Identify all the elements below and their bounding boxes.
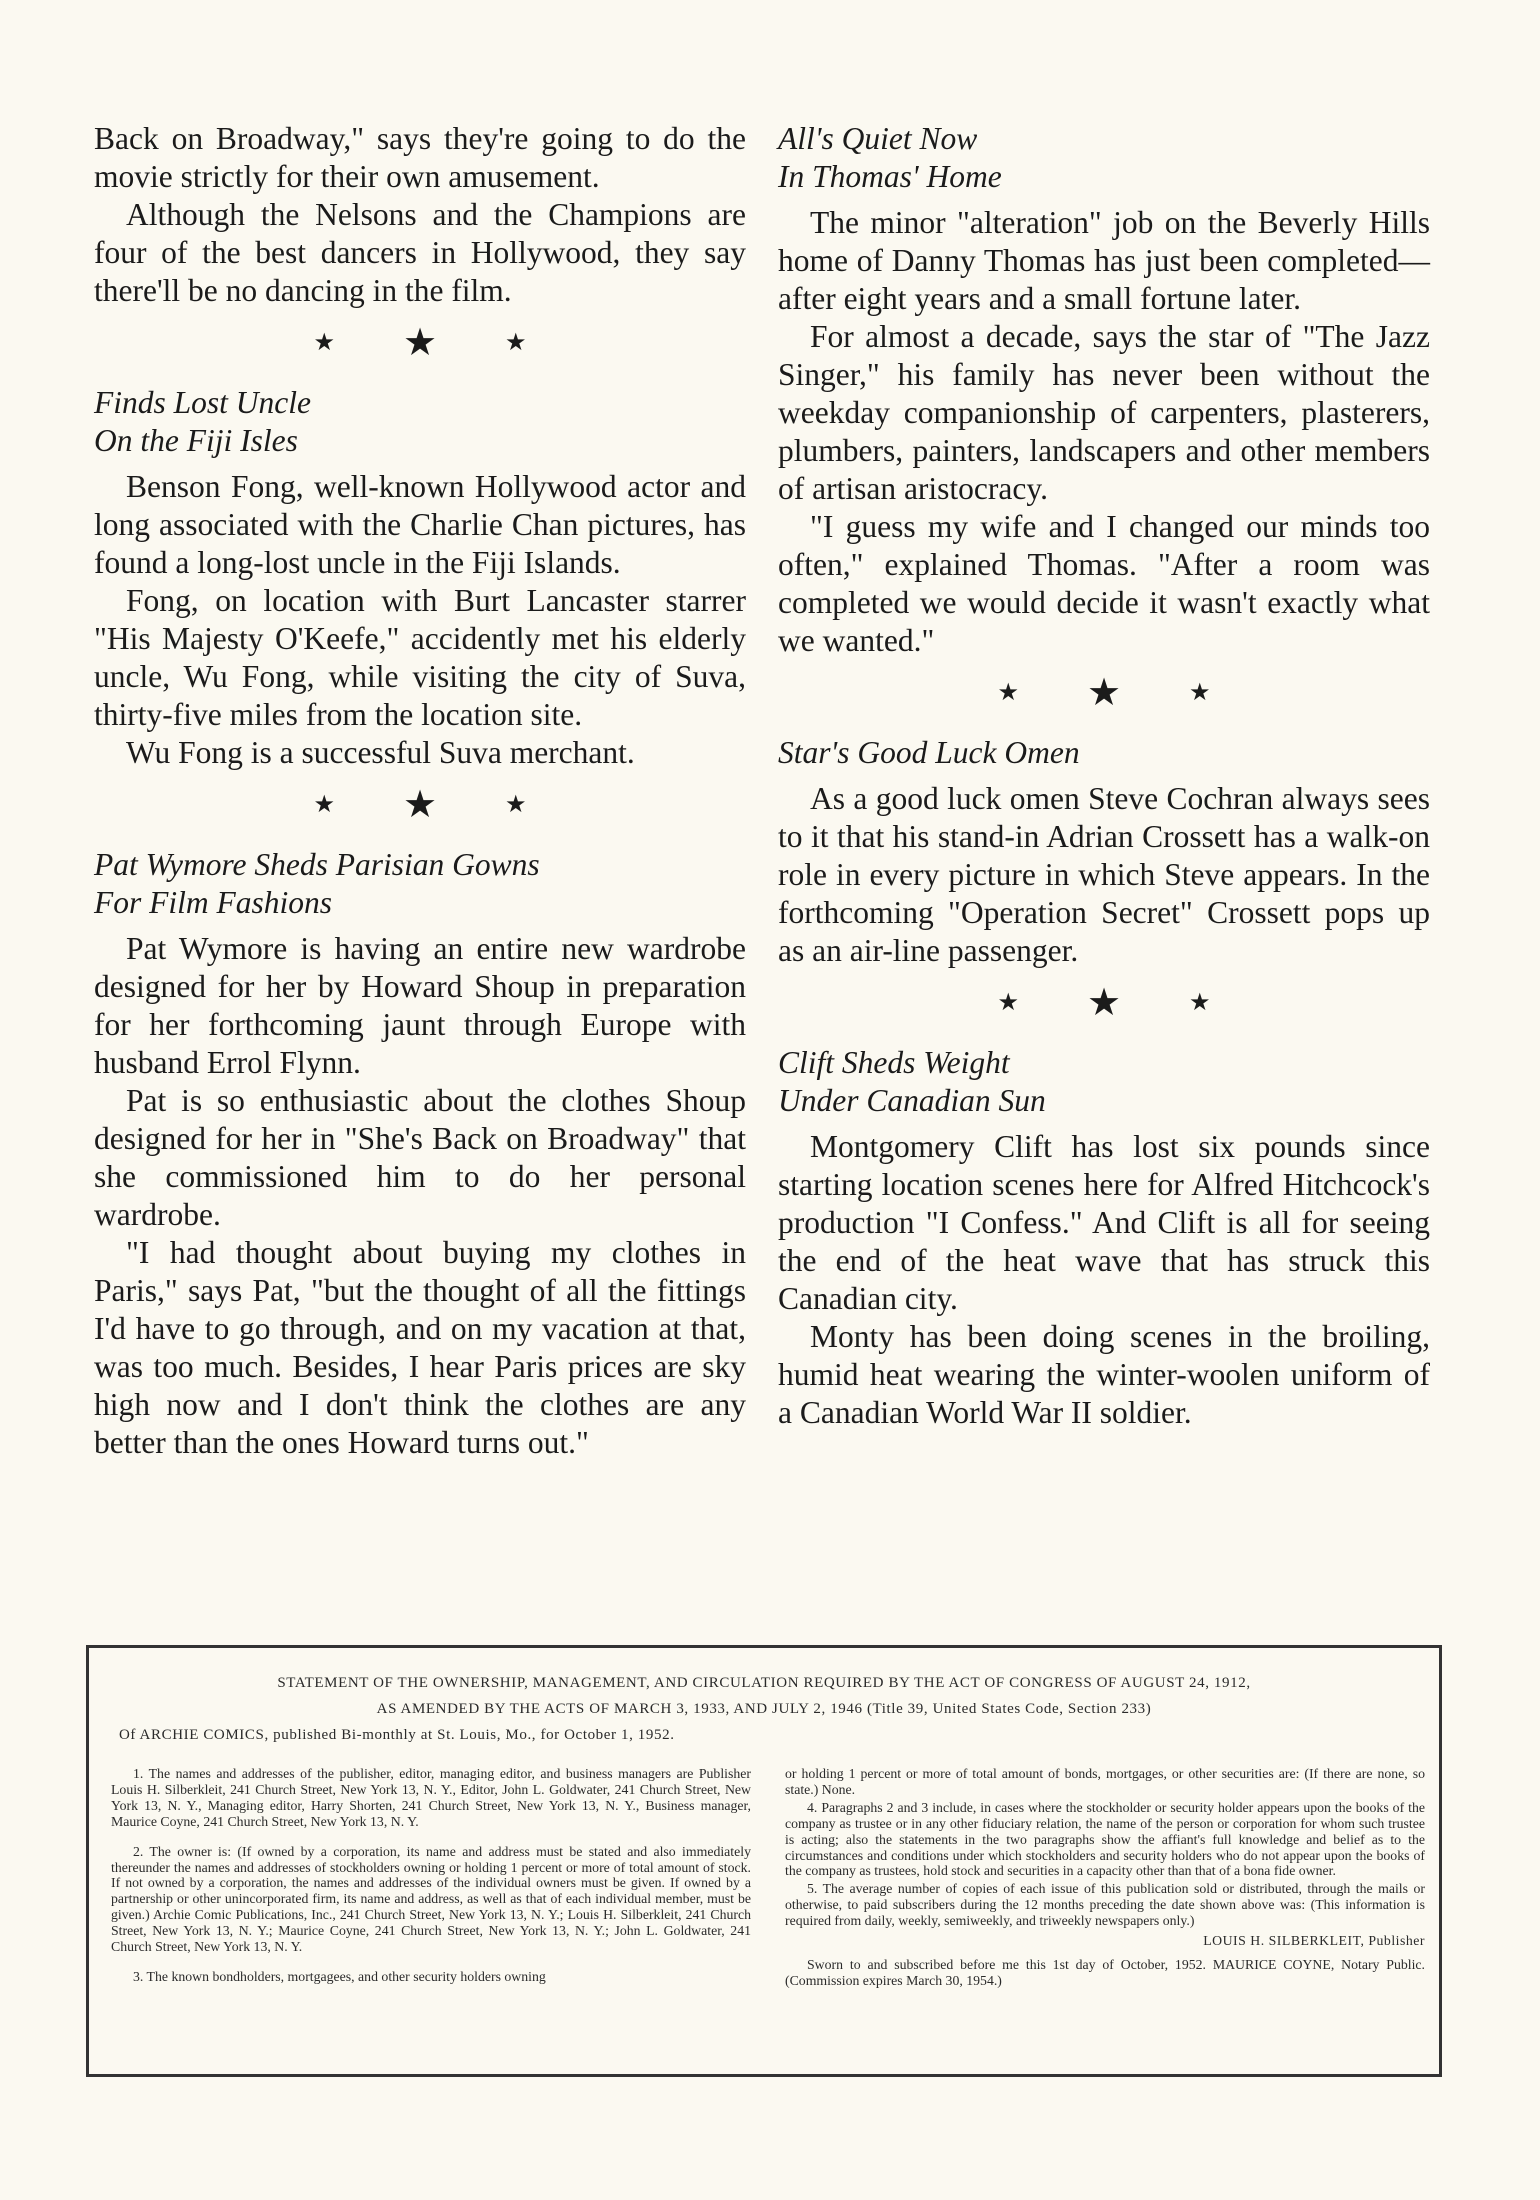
article-paragraph: Wu Fong is a successful Suva merchant. xyxy=(126,735,635,770)
statement-title: STATEMENT OF THE OWNERSHIP, MANAGEMENT, AND CIRCULATION REQUIRED BY THE ACT OF CONGRESS OF AUGUST 24, 1912, xyxy=(277,1675,1251,1691)
small-star-icon: ★ xyxy=(313,330,335,357)
statement-paragraph: 1. The names and addresses of the publisher, editor, managing editor, and business managers are Publisher Louis H. Silberkleit, 241 Church Street, New York 13, N. Y., Editor, John L. Goldwater, 241 Church Street, New York 13, N. Y., Managing editor, Harry Shorten, 241 Church Street, New York 13, N. Y., Business manager, Maurice Coyne, 241 Church Street, New York 13, N. Y. xyxy=(111,1766,751,1829)
article-paragraph: Monty has been doing scenes in the broiling, humid heat wearing the winter-woolen uniform of a Canadian World War II soldier. xyxy=(778,1319,1430,1430)
statement-right-column xyxy=(785,1766,1425,1991)
intro-paragraph: Although the Nelsons and the Champions are four of the best dancers in Hollywood, they say there'll be no dancing in the film. xyxy=(94,197,746,308)
article-paragraph: The minor "alteration" job on the Beverly Hills home of Danny Thomas has just been completed—after eight years and a small fortune later. xyxy=(778,205,1430,316)
left-column xyxy=(94,120,746,1462)
big-star-icon: ★ xyxy=(402,322,438,365)
heading-line: On the Fiji Isles xyxy=(94,423,298,458)
article-paragraph: Montgomery Clift has lost six pounds since starting location scenes here for Alfred Hitchcock's production "I Confess." And Clift is all for seeing the end of the heat wave that has struck this Canadian city. xyxy=(778,1129,1430,1316)
intro-paragraph: Back on Broadway," says they're going to do the movie strictly for their own amusement. xyxy=(94,121,746,194)
article-paragraph: "I had thought about buying my clothes in Paris," says Pat, "but the thought of all the fittings I'd have to go through, and on my vacation at that, was too much. Besides, I hear Paris prices are sky high now and I don't think the clothes are any better than the ones Howard turns out." xyxy=(94,1235,746,1460)
article-heading xyxy=(94,846,746,922)
article-paragraph: Pat is so enthusiastic about the clothes Shoup designed for her in "She's Back on Broadway" that she commissioned him to do her personal wardrobe. xyxy=(94,1083,746,1232)
heading-line: In Thomas' Home xyxy=(778,159,1002,194)
heading-line: Under Canadian Sun xyxy=(778,1083,1046,1118)
article-heading xyxy=(778,1044,1430,1120)
statement-paragraph: 5. The average number of copies of each issue of this publication sold or distributed, through the mails or otherwise, to paid subscribers during the 12 months preceding the date shown above was: (This information is required from daily, weekly, semiweekly, and triweekly newspapers only.) xyxy=(785,1881,1425,1929)
article-heading xyxy=(94,384,746,460)
article-paragraph: Benson Fong, well-known Hollywood actor and long associated with the Charlie Chan pictures, has found a long-lost uncle in the Fiji Islands. xyxy=(94,469,746,580)
small-star-icon: ★ xyxy=(1189,680,1211,707)
article-heading xyxy=(778,734,1430,772)
notary-line: Sworn to and subscribed before me this 1st day of October, 1952. MAURICE COYNE, Notary Public. (Commission expires March 30, 1954.) xyxy=(785,1956,1425,1988)
small-star-icon: ★ xyxy=(505,330,527,357)
heading-line: All's Quiet Now xyxy=(778,121,978,156)
statement-left-column xyxy=(111,1766,751,1999)
big-star-icon: ★ xyxy=(402,784,438,827)
statement-paragraph: 4. Paragraphs 2 and 3 include, in cases where the stockholder or security holder appears upon the books of the company as trustee or in any other fiduciary relation, the name of the person or corporation for whom such trustee is acting; also the statements in the two paragraphs show the affiant's full knowledge and belief as to the circumstances and conditions under which stockholders and security holders who do not appear upon the books of the company as trustees, hold stock and securities in a capacity other than that of a bona fide owner. xyxy=(785,1799,1425,1879)
publisher-signature: LOUIS H. SILBERKLEIT, Publisher xyxy=(1203,1933,1425,1949)
statement-paragraph: 3. The known bondholders, mortgagees, and other security holders owning xyxy=(133,1968,546,1984)
small-star-icon: ★ xyxy=(505,792,527,819)
star-divider xyxy=(94,322,746,365)
small-star-icon: ★ xyxy=(1189,990,1211,1017)
small-star-icon: ★ xyxy=(997,990,1019,1017)
heading-line: Clift Sheds Weight xyxy=(778,1045,1010,1080)
big-star-icon: ★ xyxy=(1086,982,1122,1025)
star-divider xyxy=(778,672,1430,715)
article-heading xyxy=(778,120,1430,196)
star-divider xyxy=(778,982,1430,1025)
big-star-icon: ★ xyxy=(1086,672,1122,715)
statement-paragraph: 2. The owner is: (If owned by a corporation, its name and address must be stated and also immediately thereunder the names and addresses of stockholders owning or holding 1 percent or more of total amount of stock. If not owned by a corporation, the names and addresses of the individual owners must be given. If owned by a partnership or other unincorporated firm, its name and address, as well as that of each individual member, must be given.) Archie Comic Publications, Inc., 241 Church Street, New York 13, N. Y.; Louis H. Silberkleit, 241 Church Street, New York 13, N. Y.; Maurice Coyne, 241 Church Street, New York 13, N. Y.; John L. Goldwater, 241 Church Street, New York 13, N. Y. xyxy=(111,1843,751,1955)
article-paragraph: As a good luck omen Steve Cochran always sees to it that his stand-in Adrian Crossett has a walk-on role in every picture in which Steve appears. In the forthcoming "Operation Secret" Crossett pops up as an air-line passenger. xyxy=(778,781,1430,968)
statement-paragraph: or holding 1 percent or more of total amount of bonds, mortgages, or other securities are: (If there are none, so state.) None. xyxy=(785,1766,1425,1797)
article-paragraph: Pat Wymore is having an entire new wardrobe designed for her by Howard Shoup in preparation for her forthcoming jaunt through Europe with husband Errol Flynn. xyxy=(94,931,746,1080)
article-paragraph: Fong, on location with Burt Lancaster starrer "His Majesty O'Keefe," accidently met his elderly uncle, Wu Fong, while visiting the city of Suva, thirty-five miles from the location site. xyxy=(94,583,746,732)
heading-line: Star's Good Luck Omen xyxy=(778,735,1080,770)
small-star-icon: ★ xyxy=(997,680,1019,707)
star-divider xyxy=(94,784,746,827)
heading-line: For Film Fashions xyxy=(94,885,333,920)
statement-subtitle: AS AMENDED BY THE ACTS OF MARCH 3, 1933, AND JULY 2, 1946 (Title 39, United States Code, Section 233) xyxy=(376,1701,1152,1717)
statement-publication-line: Of ARCHIE COMICS, published Bi-monthly at St. Louis, Mo., for October 1, 1952. xyxy=(119,1727,675,1743)
article-paragraph: "I guess my wife and I changed our minds too often," explained Thomas. "After a room was completed we would decide it wasn't exactly what we wanted." xyxy=(778,509,1430,658)
statement-header xyxy=(109,1670,1419,1748)
heading-line: Finds Lost Uncle xyxy=(94,385,311,420)
article-paragraph: For almost a decade, says the star of "The Jazz Singer," his family has never been without the weekday companionship of carpenters, plasterers, plumbers, painters, landscapers and other members of artisan aristocracy. xyxy=(778,319,1430,506)
small-star-icon: ★ xyxy=(313,792,335,819)
right-column xyxy=(778,120,1430,1432)
heading-line: Pat Wymore Sheds Parisian Gowns xyxy=(94,847,540,882)
ownership-statement-box xyxy=(86,1645,1442,2077)
